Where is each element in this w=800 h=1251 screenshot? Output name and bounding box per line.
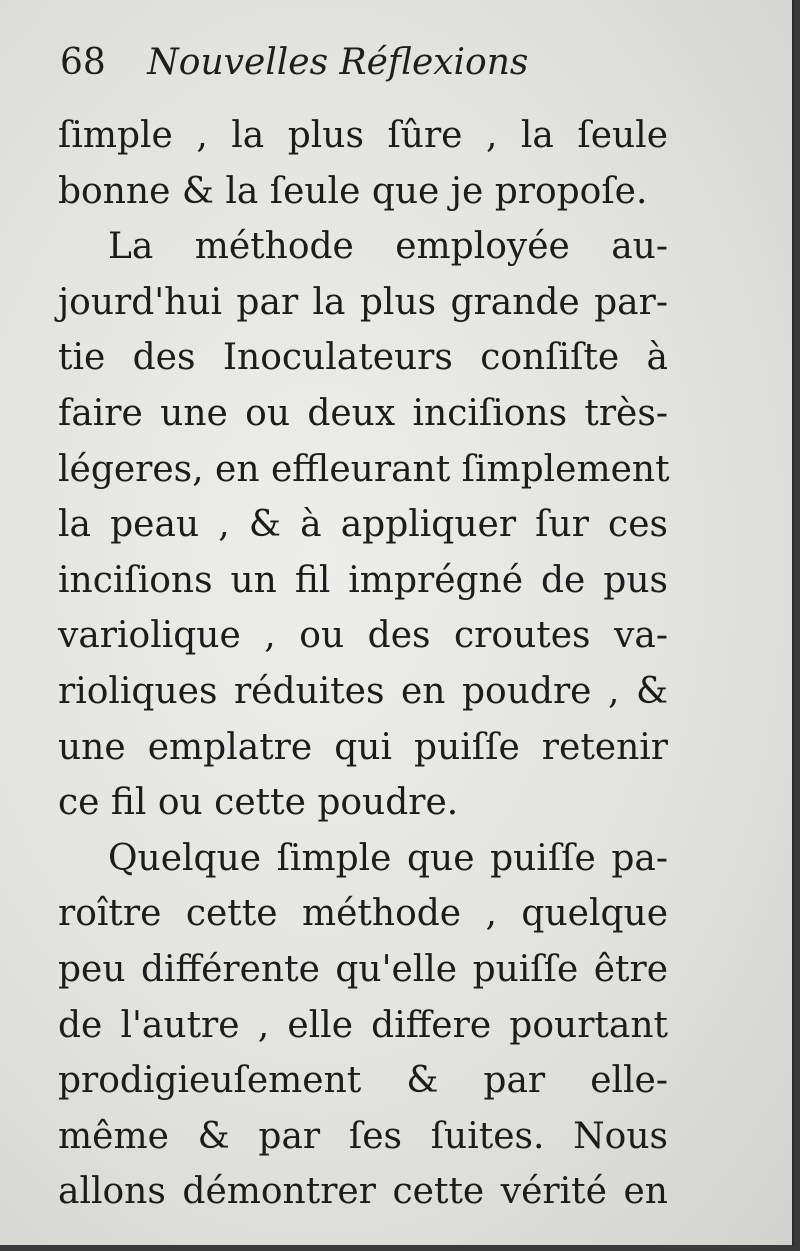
text-line: Quelque ſimple que puiſſe pa- [108,837,668,879]
page-edge-shadow [794,0,800,1251]
text-line: faire une ou deux inciſions très- [58,392,668,434]
page-bottom-edge [0,1245,800,1251]
text-line: prodigieuſement & par elle- [58,1060,668,1102]
text-line: bonne & la ſeule que je propoſe. [58,170,648,212]
text-line: légeres, en effleurant ſimplement [58,448,670,490]
text-line: inciſions un fil imprégné de pus [58,559,668,601]
body-text [58,108,668,1220]
text-line: rioliques réduites en poudre , & [58,670,668,712]
text-line: jourd'hui par la plus grande par- [58,281,668,323]
text-line: de l'autre , elle differe pourtant [58,1004,668,1046]
text-line: roître cette méthode , quelque [58,893,668,935]
text-line: variolique , ou des croutes va- [58,615,668,657]
running-head [60,42,528,83]
text-line: tie des Inoculateurs conſiſte à [58,337,668,379]
text-line: la peau , & à appliquer ſur ces [58,504,668,546]
running-title: Nouvelles Réflexions [147,42,529,83]
text-line: ce fil ou cette poudre. [58,782,459,824]
text-line: ſimple , la plus ſûre , la ſeule [58,115,668,156]
page-number: 68 [60,42,106,83]
text-line: peu différente qu'elle puiſſe être [58,948,668,990]
text-line: La méthode employée au- [108,226,668,268]
text-line: même & par ſes ſuites. Nous [58,1115,668,1157]
text-line: allons démontrer cette vérité en [58,1171,668,1213]
text-line: une emplatre qui puiſſe retenir [58,726,668,768]
